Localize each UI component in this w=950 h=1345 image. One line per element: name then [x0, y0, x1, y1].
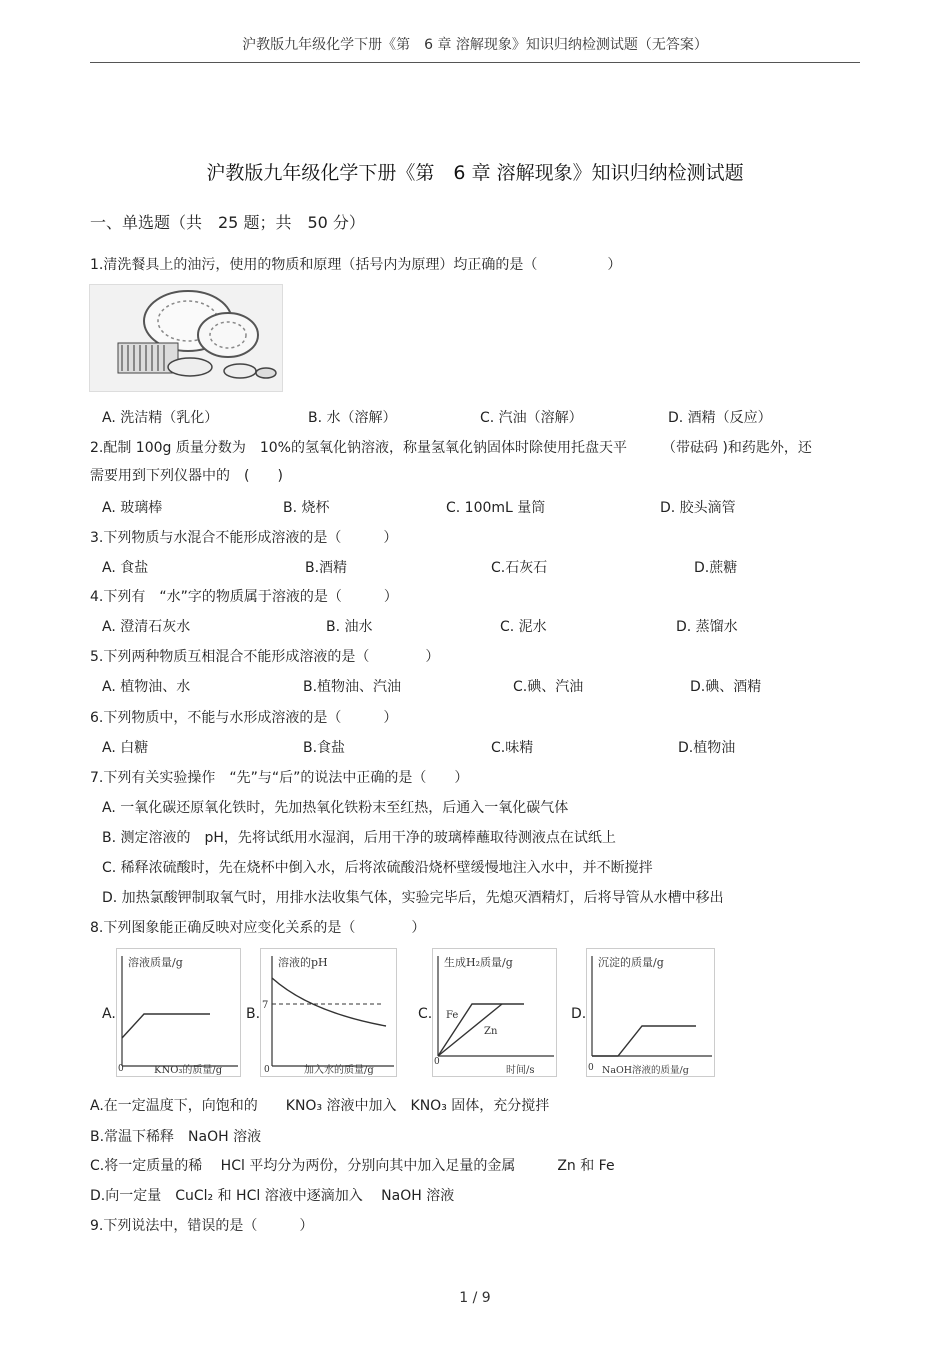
- question-9: 9.下列说法中，错误的是（ ）: [90, 1218, 314, 1234]
- graph-b: [260, 948, 400, 1078]
- q1-option-c: C. 汽油（溶解）: [480, 410, 583, 426]
- q7-option-c: C. 稀释浓硫酸时，先在烧杯中倒入水，后将浓硫酸沿烧杯壁缓慢地注入水中，并不断搅拌: [102, 860, 653, 876]
- header-divider: [90, 62, 860, 63]
- dishes-image: [89, 284, 283, 392]
- q1-option-d: D. 酒精（反应）: [668, 410, 772, 426]
- q4-option-a: A. 澄清石灰水: [102, 619, 191, 635]
- q7-option-b: B. 测定溶液的 pH，先将试纸用水湿润，后用干净的玻璃棒蘸取待测液点在试纸上: [102, 830, 616, 846]
- q6-option-c: C.味精: [491, 740, 534, 756]
- graph-a-xlabel: KNO₃的质量/g: [154, 1065, 223, 1076]
- section-heading: 一、单选题（共 25 题；共 50 分）: [90, 213, 365, 232]
- question-2-line-1: 2.配制 100g 质量分数为 10%的氢氧化钠溶液，称量氢氧化钠固体时除使用托盘天平 （带砝码 )和药匙外，还: [90, 440, 812, 456]
- q2-option-b: B. 烧杯: [283, 500, 330, 516]
- q5-option-d: D.碘、酒精: [690, 679, 762, 695]
- graph-label-d: D.: [571, 1006, 587, 1022]
- q3-option-a: A. 食盐: [102, 560, 149, 576]
- q7-option-a: A. 一氧化碳还原氧化铁时，先加热氧化铁粉末至红热，后通入一氧化碳气体: [102, 800, 569, 816]
- question-5: 5.下列两种物质互相混合不能形成溶液的是（ ）: [90, 649, 440, 665]
- graph-c-xlabel: 时间/s: [506, 1065, 535, 1076]
- graph-b-tick: 7: [262, 1000, 269, 1011]
- graph-c: [432, 948, 560, 1078]
- q6-option-d: D.植物油: [678, 740, 736, 756]
- q2-option-a: A. 玻璃棒: [102, 500, 163, 516]
- q2-option-c: C. 100mL 量筒: [446, 500, 546, 516]
- q3-option-b: B.酒精: [305, 560, 348, 576]
- graph-label-b: B.: [246, 1006, 261, 1022]
- q6-option-b: B.食盐: [303, 740, 346, 756]
- graph-d-ylabel: 沉淀的质量/g: [598, 956, 664, 969]
- q2-option-d: D. 胶头滴管: [660, 500, 736, 516]
- document-title: 沪教版九年级化学下册《第 6 章 溶解现象》知识归纳检测试题: [206, 162, 744, 184]
- q8-option-b: B.常温下稀释 NaOH 溶液: [90, 1129, 262, 1145]
- graph-b-xlabel: 加入水的质量/g: [304, 1065, 374, 1076]
- page-header: 沪教版九年级化学下册《第 6 章 溶解现象》知识归纳检测试题（无答案）: [242, 37, 708, 53]
- q1-option-b: B. 水（溶解）: [308, 410, 397, 426]
- q4-option-d: D. 蒸馏水: [676, 619, 738, 635]
- question-8: 8.下列图象能正确反映对应变化关系的是（ ）: [90, 920, 426, 936]
- q4-option-c: C. 泥水: [500, 619, 547, 635]
- question-6: 6.下列物质中，不能与水形成溶液的是（ ）: [90, 710, 398, 726]
- q5-option-c: C.碘、汽油: [513, 679, 584, 695]
- question-1: 1.清洗餐具上的油污，使用的物质和原理（括号内为原理）均正确的是（ ）: [90, 257, 622, 273]
- graph-c-origin: 0: [434, 1057, 440, 1067]
- question-3: 3.下列物质与水混合不能形成溶液的是（ ）: [90, 530, 398, 546]
- q5-option-b: B.植物油、汽油: [303, 679, 402, 695]
- graph-d: [586, 948, 718, 1078]
- graph-a-origin: 0: [118, 1064, 124, 1074]
- graph-b-origin: 0: [264, 1065, 270, 1075]
- graph-b-ylabel: 溶液的pH: [278, 956, 328, 969]
- q8-option-c: C.将一定质量的稀 HCl 平均分为两份，分别向其中加入足量的金属 Zn 和 Fe: [90, 1158, 615, 1174]
- q5-option-a: A. 植物油、水: [102, 679, 191, 695]
- graph-c-series-zn: Zn: [484, 1026, 498, 1037]
- q3-option-d: D.蔗糖: [694, 560, 738, 576]
- graph-d-xlabel: NaOH溶液的质量/g: [602, 1065, 689, 1076]
- q1-option-a: A. 洗洁精（乳化）: [102, 410, 219, 426]
- graph-label-c: C.: [418, 1006, 433, 1022]
- graph-a: [116, 948, 244, 1078]
- question-7: 7.下列有关实验操作 “先”与“后”的说法中正确的是（ ）: [90, 770, 469, 786]
- graph-label-a: A.: [102, 1006, 116, 1022]
- graph-d-origin: 0: [588, 1063, 594, 1073]
- page-number: 1 / 9: [459, 1290, 491, 1306]
- question-4: 4.下列有 “水”字的物质属于溶液的是（ ）: [90, 589, 398, 605]
- q4-option-b: B. 油水: [326, 619, 373, 635]
- graph-c-ylabel: 生成H₂质量/g: [444, 956, 513, 969]
- q6-option-a: A. 白糖: [102, 740, 149, 756]
- graph-a-ylabel: 溶液质量/g: [128, 956, 183, 969]
- q3-option-c: C.石灰石: [491, 560, 548, 576]
- graph-c-series-fe: Fe: [446, 1010, 459, 1021]
- question-2-line-2: 需要用到下列仪器中的 ( ): [90, 468, 283, 484]
- q8-option-a: A.在一定温度下，向饱和的 KNO₃ 溶液中加入 KNO₃ 固体，充分搅拌: [90, 1098, 550, 1114]
- q7-option-d: D. 加热氯酸钾制取氧气时，用排水法收集气体，实验完毕后，先熄灭酒精灯，后将导管从水槽中移出: [102, 890, 724, 906]
- q8-option-d: D.向一定量 CuCl₂ 和 HCl 溶液中逐滴加入 NaOH 溶液: [90, 1188, 455, 1204]
